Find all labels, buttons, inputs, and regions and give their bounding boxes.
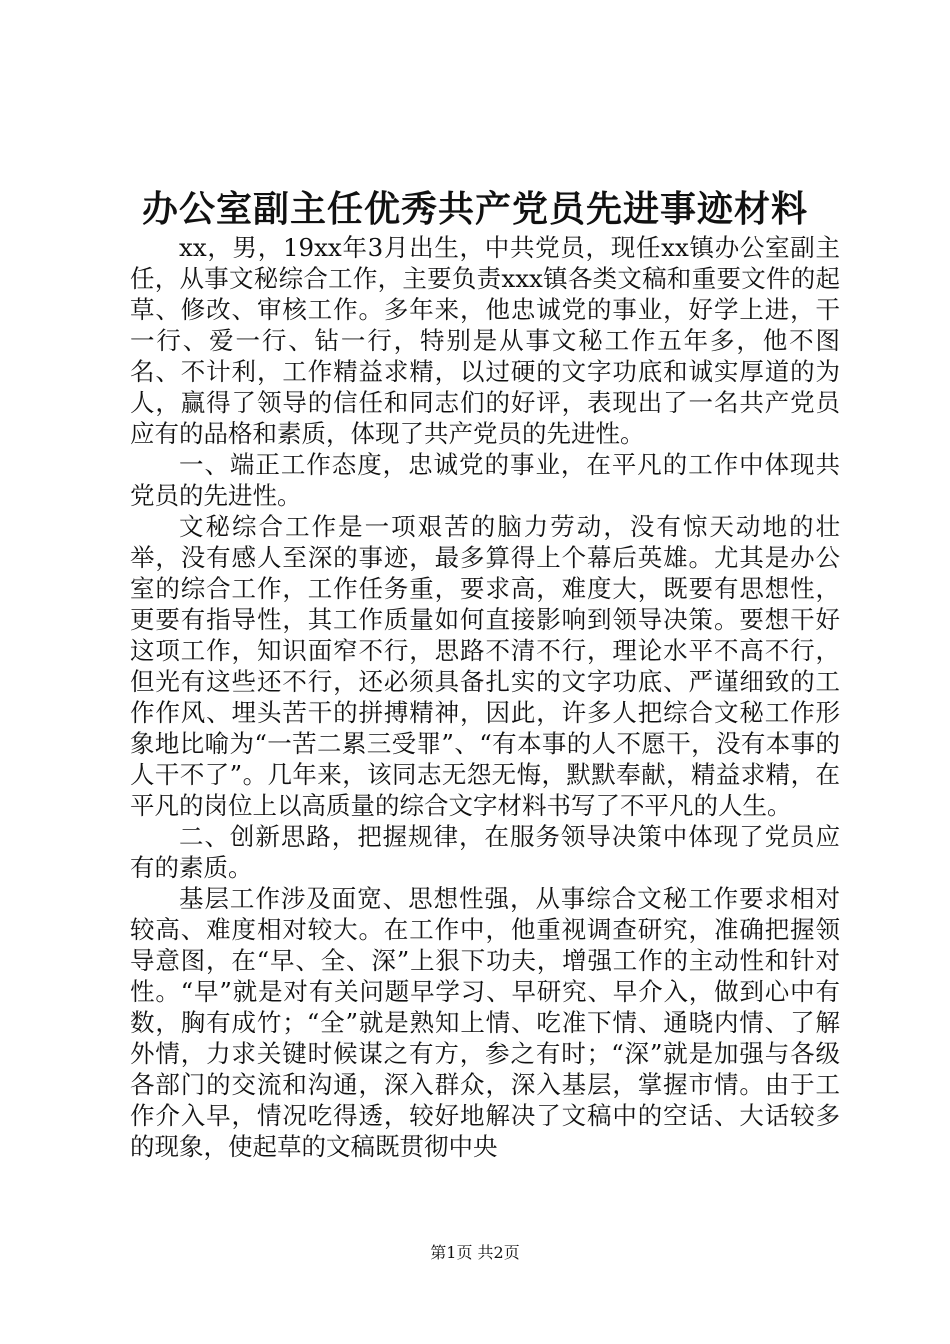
paragraph-intro: xx，男，19xx年3月出生，中共党员，现任xx镇办公室副主任，从事文秘综合工作，主要负责xxx镇各类文稿和重要文件的起草、修改、审核工作。多年来，他忠诚党的事业，好学上进，干一行、爱一行、钻一行，特别是从事文秘工作五年多，他不图名、不计利，工作精益求精，以过硬的文字功底和诚实厚道的为人，赢得了领导的信任和同志们的好评，表现出了一名共产党员应有的品格和素质，体现了共产党员的先进性。 — [130, 233, 840, 448]
paragraph-section-2: 基层工作涉及面宽、思想性强，从事综合文秘工作要求相对较高、难度相对较大。在工作中，他重视调查研究，准确把握领导意图，在“早、全、深”上狠下功夫，增强工作的主动性和针对性。“早”就是对有关问题早学习、早研究、早介入，做到心中有数，胸有成竹；“全”就是熟知上情、吃准下情、通晓内情、了解外情，力求关键时候谋之有方，参之有时；“深”就是加强与各级各部门的交流和沟通，深入群众，深入基层，掌握市情。由于工作介入早，情况吃得透，较好地解决了文稿中的空话、大话较多的现象，使起草的文稿既贯彻中央 — [130, 884, 840, 1161]
document-body — [130, 232, 840, 1162]
paragraph-heading-1: 一、端正工作态度，忠诚党的事业，在平凡的工作中体现共党员的先进性。 — [130, 450, 840, 510]
paragraph-section-1: 文秘综合工作是一项艰苦的脑力劳动，没有惊天动地的壮举，没有感人至深的事迹，最多算得上个幕后英雄。尤其是办公室的综合工作，工作任务重，要求高，难度大，既要有思想性，更要有指导性，其工作质量如何直接影响到领导决策。要想干好这项工作，知识面窄不行，思路不清不行，理论水平不高不行，但光有这些还不行，还必须具备扎实的文字功底、严谨细致的工作作风、埋头苦干的拼搏精神，因此，许多人把综合文秘工作形象地比喻为“一苦二累三受罪”、“有本事的人不愿干，没有本事的人干不了”。几年来，该同志无怨无悔，默默奉献，精益求精，在平凡的岗位上以高质量的综合文字材料书写了不平凡的人生。 — [130, 512, 840, 820]
paragraph-heading-2: 二、创新思路，把握规律，在服务领导决策中体现了党员应有的素质。 — [130, 822, 840, 882]
document-title: 办公室副主任优秀共产党员先进事迹材料 — [141, 188, 808, 230]
page-number-footer: 第1页 共2页 — [430, 1243, 520, 1262]
